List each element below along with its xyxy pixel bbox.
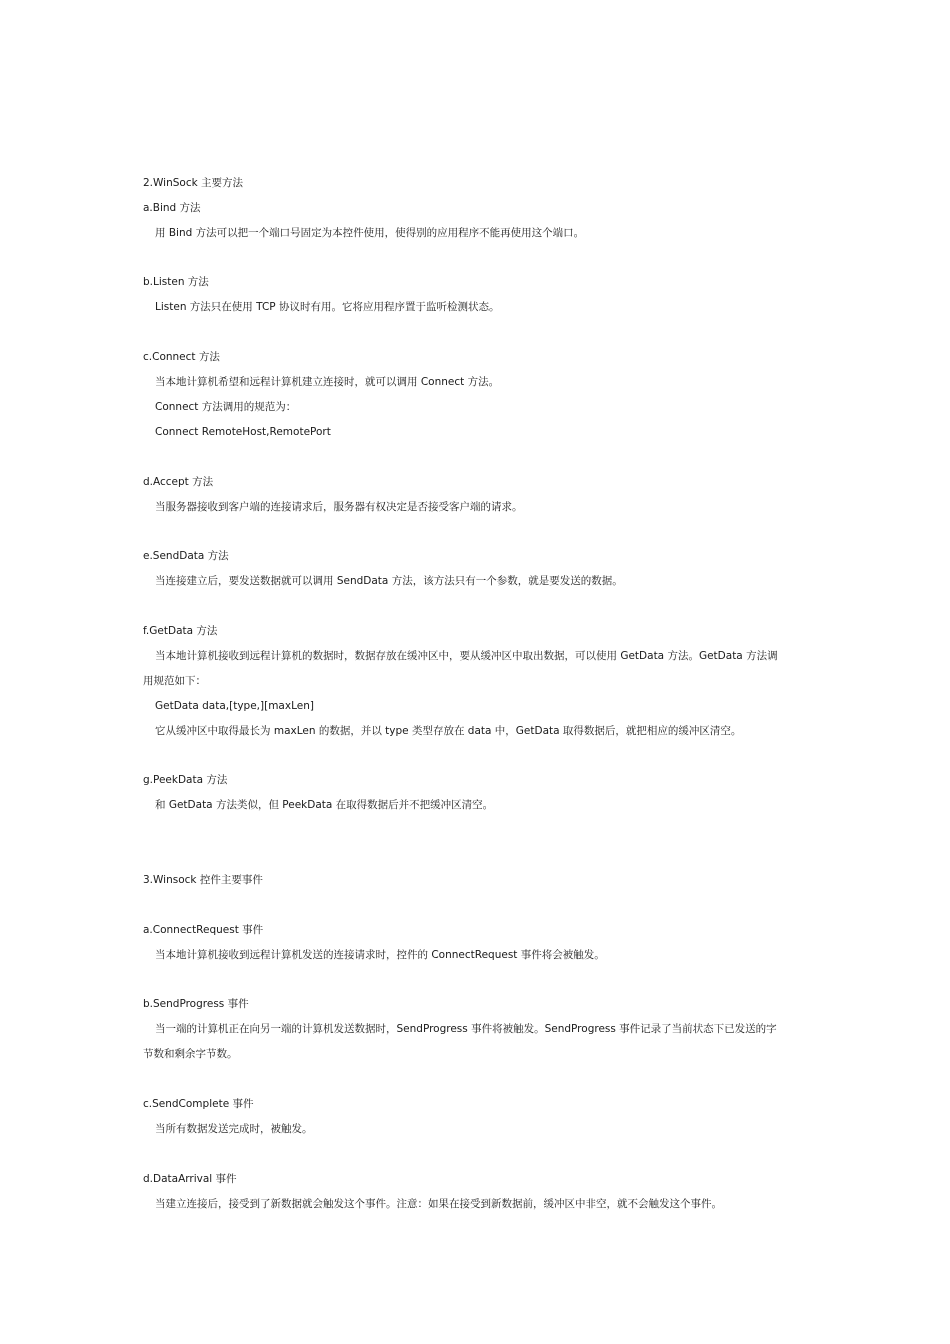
accept-desc: 当服务器接收到客户端的连接请求后，服务器有权决定是否接受客户端的请求。 — [155, 501, 523, 513]
senddata-title: e.SendData 方法 — [143, 550, 229, 562]
connect-desc: 当本地计算机希望和远程计算机建立连接时，就可以调用 Connect 方法。 — [155, 376, 500, 388]
connect-spec-code: Connect RemoteHost,RemotePort — [155, 426, 331, 438]
section-2-heading: 2.WinSock 主要方法 — [143, 177, 244, 189]
connectrequest-title: a.ConnectRequest 事件 — [143, 924, 264, 936]
listen-title: b.Listen 方法 — [143, 276, 209, 288]
bind-title: a.Bind 方法 — [143, 202, 201, 214]
sendprogress-desc-line2: 节数和剩余字节数。 — [143, 1048, 238, 1060]
dataarrival-desc: 当建立连接后，接受到了新数据就会触发这个事件。注意：如果在接受到新数据前，缓冲区中非空，就不会触发这个事件。 — [155, 1198, 722, 1210]
sendcomplete-desc: 当所有数据发送完成时，被触发。 — [155, 1123, 313, 1135]
connectrequest-desc: 当本地计算机接收到远程计算机发送的连接请求时，控件的 ConnectRequest 事件将会被触发。 — [155, 949, 605, 961]
sendprogress-title: b.SendProgress 事件 — [143, 998, 249, 1010]
getdata-code: GetData data,[type,][maxLen] — [155, 700, 314, 712]
sendcomplete-title: c.SendComplete 事件 — [143, 1098, 254, 1110]
listen-desc: Listen 方法只在使用 TCP 协议时有用。它将应用程序置于监听检测状态。 — [155, 301, 500, 313]
senddata-desc: 当连接建立后，要发送数据就可以调用 SendData 方法，该方法只有一个参数，就是要发送的数据。 — [155, 575, 623, 587]
peekdata-title: g.PeekData 方法 — [143, 774, 228, 786]
sendprogress-desc-line1: 当一端的计算机正在向另一端的计算机发送数据时，SendProgress 事件将被触发。SendProgress 事件记录了当前状态下已发送的字 — [155, 1023, 777, 1035]
getdata-desc-line2: 用规范如下： — [143, 675, 206, 687]
accept-title: d.Accept 方法 — [143, 476, 214, 488]
getdata-title: f.GetData 方法 — [143, 625, 218, 637]
peekdata-desc: 和 GetData 方法类似，但 PeekData 在取得数据后并不把缓冲区清空。 — [155, 799, 494, 811]
connect-title: c.Connect 方法 — [143, 351, 220, 363]
connect-spec-label: Connect 方法调用的规范为： — [155, 401, 297, 413]
getdata-note: 它从缓冲区中取得最长为 maxLen 的数据，并以 type 类型存放在 data 中，GetData 取得数据后，就把相应的缓冲区清空。 — [155, 725, 742, 737]
getdata-desc-line1: 当本地计算机接收到远程计算机的数据时，数据存放在缓冲区中，要从缓冲区中取出数据，可以使用 GetData 方法。GetData 方法调 — [155, 650, 778, 662]
section-3-heading: 3.Winsock 控件主要事件 — [143, 874, 263, 886]
dataarrival-title: d.DataArrival 事件 — [143, 1173, 237, 1185]
bind-desc: 用 Bind 方法可以把一个端口号固定为本控件使用，使得别的应用程序不能再使用这个端口。 — [155, 227, 585, 239]
